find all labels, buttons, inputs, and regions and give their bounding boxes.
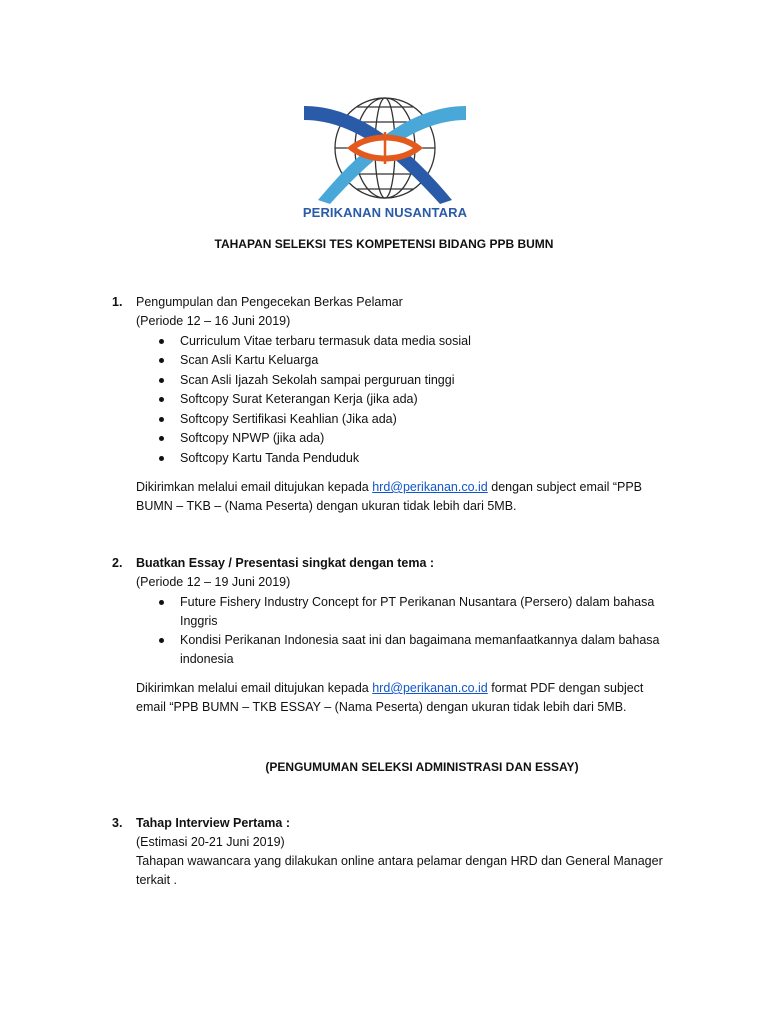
section-2-heading: Buatkan Essay / Presentasi singkat dengan tema : xyxy=(136,556,435,570)
logo-text: PERIKANAN NUSANTARA xyxy=(302,205,468,220)
list-item: Future Fishery Industry Concept for PT Perikanan Nusantara (Persero) dalam bahasa xyxy=(180,595,655,609)
section-3-description-line2: terkait . xyxy=(136,873,177,887)
bullet-icon xyxy=(159,397,164,402)
bullet-icon xyxy=(159,417,164,422)
section-1-note xyxy=(136,478,642,498)
list-item: Kondisi Perikanan Indonesia saat ini dan bagaimana memanfaatkannya dalam bahasa xyxy=(180,633,660,647)
document-title: TAHAPAN SELEKSI TES KOMPETENSI BIDANG PPB BUMN xyxy=(214,237,554,251)
email-link[interactable]: hrd@perikanan.co.id xyxy=(372,480,488,494)
section-1-number: 1. xyxy=(112,295,123,309)
bullet-icon xyxy=(159,456,164,461)
note-text: format PDF dengan subject xyxy=(487,681,644,695)
section-2-note xyxy=(136,679,643,699)
bullet-icon xyxy=(159,600,164,605)
announcement-heading: (PENGUMUMAN SELEKSI ADMINISTRASI DAN ESSAY) xyxy=(265,760,579,774)
bullet-icon xyxy=(159,638,164,643)
bullet-icon xyxy=(159,339,164,344)
list-item: Softcopy Sertifikasi Keahlian (Jika ada) xyxy=(180,412,397,426)
list-item-continued: Inggris xyxy=(180,614,218,628)
email-link[interactable]: hrd@perikanan.co.id xyxy=(372,681,488,695)
section-1-heading: Pengumpulan dan Pengecekan Berkas Pelamar xyxy=(136,295,403,309)
bullet-icon xyxy=(159,436,164,441)
note-text: Dikirimkan melalui email ditujukan kepada xyxy=(136,480,373,494)
list-item-continued: indonesia xyxy=(180,652,234,666)
section-3-number: 3. xyxy=(112,816,123,830)
note-text: dengan subject email “PPB xyxy=(487,480,643,494)
list-item: Scan Asli Kartu Keluarga xyxy=(180,353,319,367)
section-2-period: (Periode 12 – 19 Juni 2019) xyxy=(136,575,291,589)
list-item: Softcopy Kartu Tanda Penduduk xyxy=(180,451,360,465)
section-2-number: 2. xyxy=(112,556,123,570)
section-1-period: (Periode 12 – 16 Juni 2019) xyxy=(136,314,291,328)
bullet-icon xyxy=(159,358,164,363)
section-3-description: Tahapan wawancara yang dilakukan online antara pelamar dengan HRD dan General Manager xyxy=(136,854,663,868)
list-item: Curriculum Vitae terbaru termasuk data media sosial xyxy=(180,334,471,348)
note-text: Dikirimkan melalui email ditujukan kepada xyxy=(136,681,373,695)
section-1-note-line2: BUMN – TKB – (Nama Peserta) dengan ukuran tidak lebih dari 5MB. xyxy=(136,499,517,513)
section-3-period: (Estimasi 20-21 Juni 2019) xyxy=(136,835,285,849)
section-2-note-line2: email “PPB BUMN – TKB ESSAY – (Nama Peserta) dengan ukuran tidak lebih dari 5MB. xyxy=(136,700,627,714)
list-item: Softcopy Surat Keterangan Kerja (jika ada) xyxy=(180,392,418,406)
list-item: Scan Asli Ijazah Sekolah sampai perguruan tinggi xyxy=(180,373,455,387)
bullet-icon xyxy=(159,378,164,383)
section-3-heading: Tahap Interview Pertama : xyxy=(136,816,290,830)
list-item: Softcopy NPWP (jika ada) xyxy=(180,431,325,445)
